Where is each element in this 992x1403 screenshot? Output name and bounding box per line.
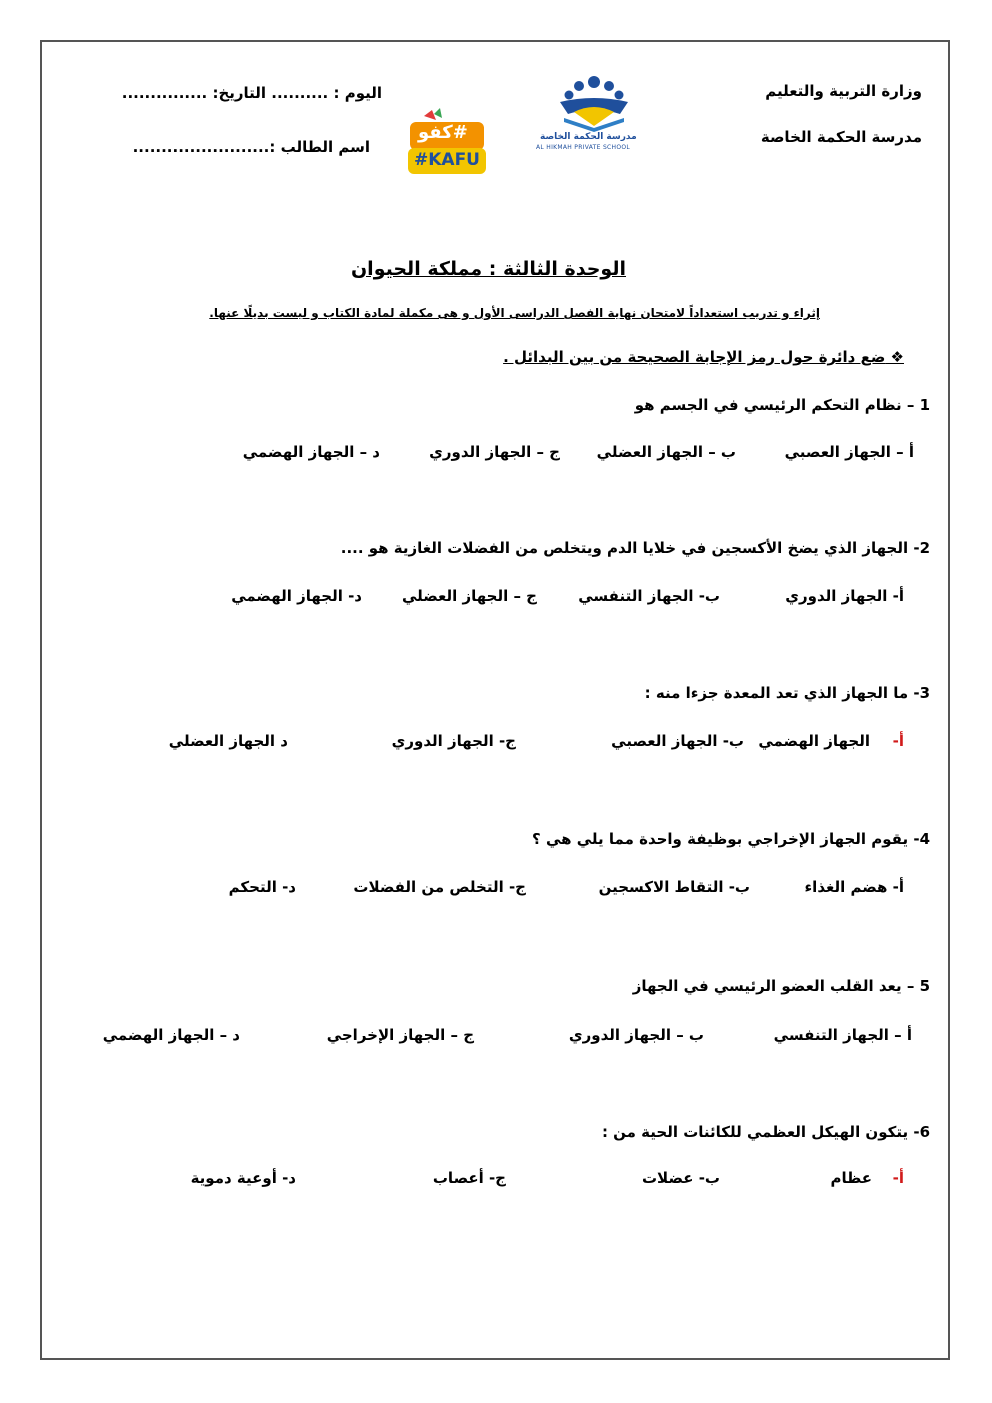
q4-option-b[interactable]: ب- التقاط الاكسجين	[598, 878, 750, 896]
q3-option-b[interactable]: ب- الجهاز العصبي	[611, 732, 744, 750]
q4-option-a[interactable]: أ- هضم الغذاء	[804, 878, 904, 896]
q6-option-a[interactable]: عظام	[830, 1169, 872, 1187]
q6-option-b[interactable]: ب- عضلات	[641, 1169, 720, 1187]
q1-option-d[interactable]: د – الجهاز الهضمي	[242, 443, 380, 461]
q1-option-c[interactable]: ج – الجهاز الدوري	[429, 443, 560, 461]
q4-option-c[interactable]: ج- التخلص من الفضلات	[353, 878, 526, 896]
q2-option-b[interactable]: ب- الجهاز التنفسي	[578, 587, 720, 605]
ministry-label: وزارة التربية والتعليم	[765, 82, 922, 100]
q3-option-c[interactable]: ج- الجهاز الدوري	[391, 732, 516, 750]
q3-option-a-letter[interactable]: أ-	[892, 732, 904, 750]
school-logo	[530, 72, 660, 154]
q5-option-d[interactable]: د – الجهاز الهضمي	[102, 1026, 240, 1044]
page-title: الوحدة الثالثة : مملكة الحيوان	[350, 258, 626, 280]
day-date-field[interactable]: اليوم : .......... التاريخ: ...............	[121, 84, 382, 102]
school-logo-text-en: AL HIKMAH PRIVATE SCHOOL	[536, 144, 631, 151]
question-2: 2- الجهاز الذي يضخ الأكسجين في خلايا الدم ويتخلص من الفضلات الغازية هو ....	[340, 539, 930, 557]
kafu-logo	[404, 108, 490, 178]
q6-option-a-letter[interactable]: أ-	[892, 1169, 904, 1187]
q2-option-a[interactable]: أ- الجهاز الدوري	[785, 587, 904, 605]
school-label: مدرسة الحكمة الخاصة	[760, 128, 922, 146]
diamond-bullet-icon: ❖	[885, 348, 904, 366]
q1-option-a[interactable]: أ – الجهاز العصبي	[784, 443, 914, 461]
q2-option-c[interactable]: ج – الجهاز العضلي	[401, 587, 537, 605]
q5-option-c[interactable]: ج – الجهاز الإخراجي	[326, 1026, 474, 1044]
instruction	[503, 348, 904, 366]
kafu-logo-text-en: #KAFU	[414, 150, 480, 170]
instruction-text: ضع دائرة حول رمز الإجابة الصحيحة من بين البدائل .	[503, 348, 886, 366]
question-1: 1 – نظام التحكم الرئيسي في الجسم هو	[634, 396, 930, 414]
q1-option-b[interactable]: ب – الجهاز العضلي	[596, 443, 736, 461]
q6-option-c[interactable]: ج- أعصاب	[432, 1169, 506, 1187]
question-6: 6- يتكون الهيكل العظمي للكائنات الحية من :	[601, 1123, 930, 1141]
student-name-field[interactable]: اسم الطالب :........................	[132, 138, 370, 156]
question-3: 3- ما الجهاز الذي تعد المعدة جزءا منه :	[644, 684, 930, 702]
school-logo-text-ar: مدرسة الحكمة الخاصة	[540, 132, 637, 142]
q5-option-b[interactable]: ب – الجهاز الدوري	[568, 1026, 704, 1044]
q3-option-a[interactable]: الجهاز الهضمي	[758, 732, 870, 750]
kafu-logo-text-ar: #كفو	[418, 122, 468, 143]
q2-option-d[interactable]: د- الجهاز الهضمي	[231, 587, 362, 605]
q3-option-d[interactable]: د الجهاز العضلي	[168, 732, 288, 750]
question-4: 4- يقوم الجهاز الإخراجي بوظيفة واحدة مما يلي هي ؟	[532, 830, 930, 848]
page-subtitle: إثراء و تدريب استعداداً لامتحان نهاية الفصل الدراسى الأول و هى مكملة لمادة الكتاب و ليست بديلًا عنها.	[209, 306, 820, 320]
q4-option-d[interactable]: د- التحكم	[228, 878, 296, 896]
q6-option-d[interactable]: د- أوعية دموية	[190, 1169, 296, 1187]
question-5: 5 – يعد القلب العضو الرئيسي في الجهاز	[632, 977, 930, 995]
q5-option-a[interactable]: أ – الجهاز التنفسي	[773, 1026, 912, 1044]
